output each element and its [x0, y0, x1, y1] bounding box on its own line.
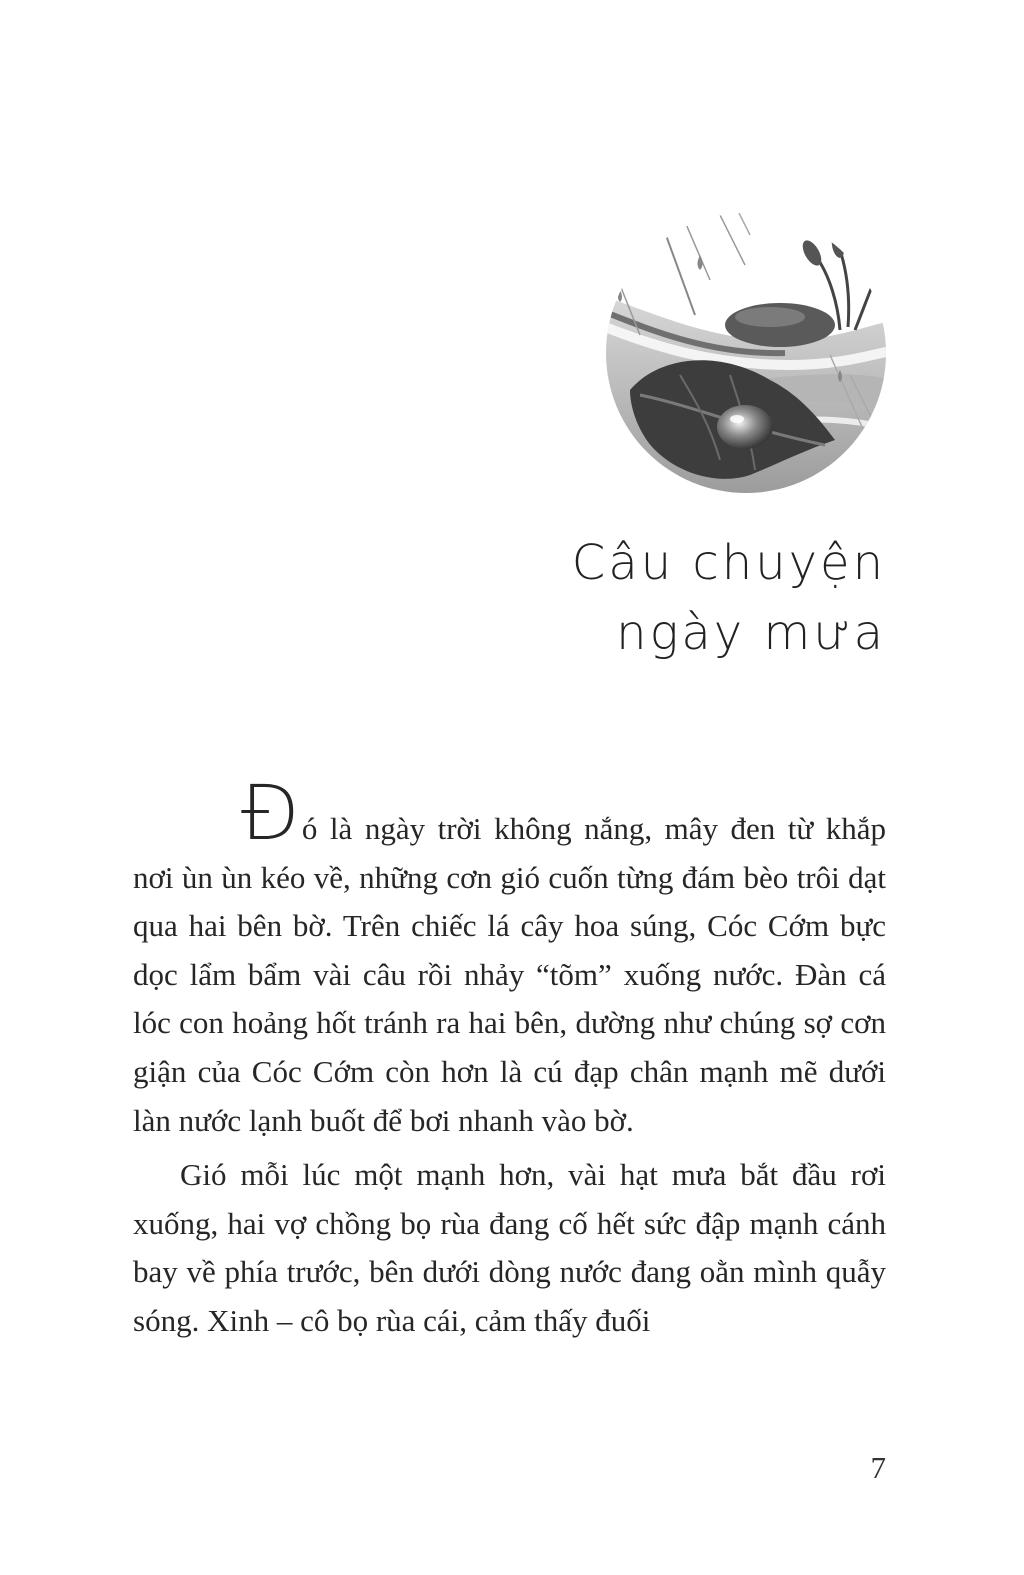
- paragraph-1-text: ó là ngày trời không nắng, mây đen từ khắp nơi ùn ùn kéo về, những cơn gió cuốn từng đám bèo trôi dạt qua hai bên bờ. Trên chiếc lá cây hoa súng, Cóc Cớm bực dọc lẩm bẩm vài câu rồi nhảy “tõm” xuống nước. Đàn cá lóc con hoảng hốt tránh ra hai bên, dường như chúng sợ cơn giận của Cóc Cớm còn hơn là cú đạp chân mạnh mẽ dưới làn nước lạnh buốt để bơi nhanh vào bờ.: [133, 811, 886, 1138]
- drop-cap: Đ: [241, 768, 300, 857]
- chapter-title: [386, 528, 886, 668]
- chapter-title-line-2: ngày mưa: [616, 605, 886, 661]
- paragraph-2: Gió mỗi lúc một mạnh hơn, vài hạt mưa bắt đầu rơi xuống, hai vợ chồng bọ rùa đang cố hết sức đập mạnh cánh bay về phía trước, bên dưới dòng nước đang oằn mình quẫy sóng. Xinh – cô bọ rùa cái, cảm thấy đuối: [133, 1157, 886, 1338]
- chapter-title-line-1: Câu chuyện: [571, 535, 886, 591]
- chapter-body: [133, 768, 886, 1352]
- leaf-on-water-rain-illustration-icon: [600, 205, 895, 500]
- page-number: 7: [870, 1450, 886, 1485]
- chapter-illustration: [600, 205, 895, 500]
- paragraph-1: [133, 768, 886, 1145]
